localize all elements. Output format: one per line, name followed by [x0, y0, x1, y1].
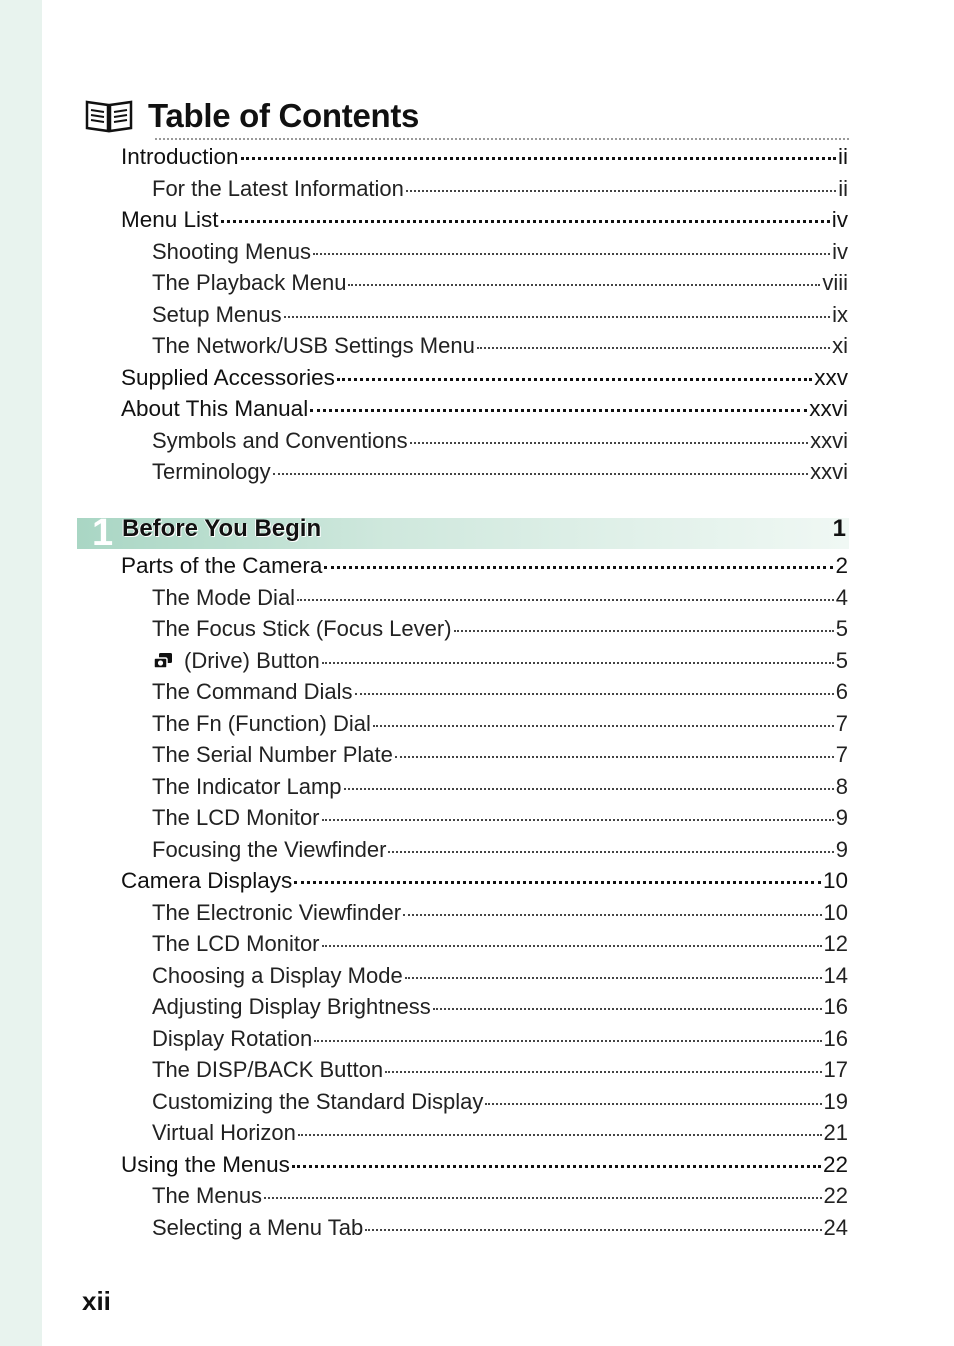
toc-subentry[interactable] — [152, 837, 848, 863]
toc-subentry[interactable] — [152, 931, 848, 957]
toc-entry-page: 8 — [835, 773, 848, 799]
toc-leader-dots — [314, 1040, 821, 1042]
toc-leader-dots — [373, 725, 834, 727]
toc-entry-page: 14 — [823, 962, 848, 988]
toc-subentry[interactable] — [152, 239, 848, 265]
toc-leader-dots — [273, 473, 809, 475]
toc-entry-text: The Serial Number Plate — [152, 742, 393, 767]
toc-entry-page: xxvi — [809, 396, 848, 421]
toc-entry-page: viii — [822, 270, 848, 295]
toc-entry-text: For the Latest Information — [152, 175, 404, 201]
toc-entry-text: The LCD Monitor — [152, 805, 320, 830]
toc-entry-page: xi — [832, 333, 848, 358]
toc-entry-text: Camera Displays — [121, 868, 293, 893]
toc-entry-page: 2 — [835, 553, 848, 578]
toc-leader-dots — [264, 1197, 821, 1199]
toc-subentry[interactable] — [152, 774, 848, 800]
toc-leader-dots — [485, 1103, 821, 1105]
toc-leader-dots — [241, 157, 836, 160]
toc-subentry[interactable] — [152, 805, 848, 831]
toc-entry-text: Focusing the Viewfinder — [152, 836, 387, 862]
toc-subentry[interactable] — [152, 1057, 848, 1083]
toc-entry-text: The Mode Dial — [152, 584, 296, 610]
toc-entry-text: Selecting a Menu Tab — [152, 1214, 364, 1240]
toc-entry-text: The LCD Monitor — [152, 931, 320, 956]
toc-entry-page: 21 — [823, 1120, 848, 1145]
toc-subentry[interactable] — [152, 333, 848, 359]
toc-leader-dots — [388, 851, 833, 853]
chapter-page: 1 — [832, 515, 846, 542]
toc-entry-page: 22 — [822, 1151, 848, 1177]
toc-entry-page: ii — [838, 175, 848, 201]
toc-leader-dots — [310, 409, 807, 412]
toc-entry-page: iv — [832, 238, 848, 264]
toc-leader-dots — [344, 788, 834, 790]
toc-entry-page: 24 — [823, 1214, 848, 1240]
toc-entry[interactable] — [121, 868, 848, 894]
toc-entry-page: 7 — [835, 742, 848, 767]
toc-entry-label — [121, 868, 292, 894]
chapter-number: 1 — [92, 512, 114, 554]
toc-leader-dots — [284, 316, 830, 318]
toc-entry-label — [152, 1183, 262, 1209]
toc-subentry[interactable] — [152, 585, 848, 611]
toc-leader-dots — [298, 1134, 822, 1136]
toc-entry-page: 9 — [835, 836, 848, 862]
toc-entry-label — [152, 239, 311, 265]
toc-entry-page: xxvi — [810, 427, 848, 453]
toc-entry-label — [152, 302, 282, 328]
title-divider — [155, 138, 849, 140]
toc-entry-label — [152, 1026, 312, 1052]
toc-entry-text: Choosing a Display Mode — [152, 962, 403, 988]
toc-entry-label — [152, 711, 371, 737]
toc-entry-label — [152, 837, 386, 863]
toc-entry[interactable] — [121, 396, 848, 422]
toc-entry-label — [152, 1120, 296, 1146]
toc-entry-text: Display Rotation — [152, 1025, 313, 1051]
toc-entry-text: Shooting Menus — [152, 238, 311, 264]
toc-subentry[interactable] — [152, 1026, 848, 1052]
toc-entry-label — [152, 679, 353, 705]
toc-entry-label — [121, 207, 219, 233]
toc-entry-text: Setup Menus — [152, 301, 282, 327]
toc-leader-dots — [403, 914, 821, 916]
toc-entry-label — [152, 176, 404, 202]
toc-entry-page: 10 — [822, 868, 848, 893]
toc-entry-page: 19 — [823, 1088, 848, 1114]
toc-leader-dots — [322, 819, 834, 821]
toc-subentry[interactable] — [152, 1120, 848, 1146]
toc-entry-label — [152, 963, 403, 989]
toc-subentry[interactable] — [152, 679, 848, 705]
toc-entry-text: Introduction — [121, 144, 239, 169]
toc-leader-dots — [385, 1071, 821, 1073]
toc-entry-text: The Focus Stick (Focus Lever) — [152, 616, 452, 641]
toc-leader-dots — [313, 253, 830, 255]
toc-leader-dots — [477, 347, 830, 349]
toc-entry-page: 7 — [835, 710, 848, 736]
toc-entry-label — [152, 616, 452, 642]
toc-entry-label — [152, 333, 475, 359]
toc-leader-dots — [337, 378, 812, 381]
toc-entry-text: Supplied Accessories — [121, 364, 335, 390]
toc-entry-label — [152, 1215, 363, 1241]
toc-subentry[interactable] — [152, 302, 848, 328]
toc-entry-label — [152, 900, 401, 926]
toc-entry-label — [121, 1152, 290, 1178]
toc-entry-label — [152, 1089, 483, 1115]
toc-subentry[interactable] — [152, 648, 848, 674]
toc-entry-page: 4 — [835, 584, 848, 610]
toc-leader-dots — [348, 284, 820, 286]
toc-entry-page: 16 — [823, 1025, 848, 1051]
toc-entry-page: xxv — [814, 364, 848, 390]
toc-entry-page: 16 — [823, 994, 848, 1019]
page-number: xii — [82, 1286, 111, 1316]
toc-entry[interactable] — [121, 1152, 848, 1178]
toc-leader-dots — [365, 1229, 821, 1231]
chapter-title[interactable]: Before You Begin — [122, 515, 322, 542]
toc-entry-text: The Electronic Viewfinder — [152, 899, 402, 925]
toc-leader-dots — [294, 881, 821, 884]
toc-leader-dots — [324, 566, 833, 569]
toc-entry-text: Symbols and Conventions — [152, 427, 408, 453]
toc-entry-page: iv — [831, 207, 848, 232]
toc-leader-dots — [454, 630, 834, 632]
toc-entry-label — [121, 553, 322, 579]
toc-entry-page: ix — [832, 301, 848, 327]
toc-entry-page: 6 — [835, 679, 848, 704]
toc-entry-page: 5 — [835, 647, 848, 673]
toc-entry-label — [121, 396, 308, 422]
toc-entry-label — [152, 585, 295, 611]
toc-entry-label — [152, 648, 320, 674]
toc-entry-label — [152, 774, 342, 800]
page-title: Table of Contents — [148, 97, 420, 134]
toc-entry-text: Customizing the Standard Display — [152, 1088, 484, 1114]
toc-entry[interactable] — [121, 553, 848, 579]
toc-subentry[interactable] — [152, 900, 848, 926]
toc-subentry[interactable] — [152, 459, 848, 485]
toc-entry-label — [152, 742, 393, 768]
toc-subentry[interactable] — [152, 1183, 848, 1209]
toc-subentry[interactable] — [152, 176, 848, 202]
toc-leader-dots — [395, 756, 834, 758]
side-strip — [0, 0, 42, 1346]
toc-leader-dots — [406, 190, 836, 192]
toc-entry-text: Using the Menus — [121, 1151, 290, 1177]
toc-entry-text: The Indicator Lamp — [152, 773, 342, 799]
toc-leader-dots — [322, 945, 822, 947]
toc-subentry[interactable] — [152, 994, 848, 1020]
toc-subentry[interactable] — [152, 963, 848, 989]
toc-entry-page: 17 — [823, 1057, 848, 1082]
toc-subentry[interactable] — [152, 742, 848, 768]
toc-leader-dots — [355, 693, 834, 695]
title-row — [84, 96, 419, 136]
toc-entry-page: 5 — [835, 616, 848, 641]
toc-entry-page: 10 — [823, 899, 848, 925]
toc-entry-label — [152, 805, 320, 831]
book-icon — [84, 98, 134, 134]
toc-entry-text: Parts of the Camera — [121, 553, 323, 578]
toc-entry-label — [152, 994, 431, 1020]
toc-entry-label — [121, 365, 335, 391]
toc-entry-text: The Command Dials — [152, 679, 353, 704]
toc-leader-dots — [410, 442, 809, 444]
toc-leader-dots — [322, 662, 834, 664]
drive-icon — [152, 652, 174, 670]
toc-entry-text: Adjusting Display Brightness — [152, 994, 431, 1019]
toc-entry-text: The DISP/BACK Button — [152, 1057, 384, 1082]
toc-entry-text: Menu List — [121, 207, 219, 232]
toc-entry-text: Virtual Horizon — [152, 1120, 296, 1145]
toc-entry[interactable] — [121, 365, 848, 391]
toc-subentry[interactable] — [152, 428, 848, 454]
toc-entry[interactable] — [121, 207, 848, 233]
toc-entry-page: ii — [838, 144, 848, 169]
toc-leader-dots — [221, 220, 830, 223]
toc-entry-text: The Fn (Function) Dial — [152, 710, 371, 736]
toc-entry-label — [152, 459, 271, 485]
toc-subentry[interactable] — [152, 616, 848, 642]
toc-entry-text: About This Manual — [121, 396, 309, 421]
toc-entry-page: xxvi — [810, 459, 848, 484]
toc-entry-text: Terminology — [152, 459, 271, 484]
toc-entry-page: 9 — [835, 805, 848, 830]
toc-entry-text: The Network/USB Settings Menu — [152, 333, 475, 358]
toc-subentry[interactable] — [152, 711, 848, 737]
toc-entry-label — [152, 428, 408, 454]
toc-subentry[interactable] — [152, 270, 848, 296]
toc-leader-dots — [297, 599, 834, 601]
toc-entry[interactable] — [121, 144, 848, 170]
toc-leader-dots — [405, 977, 822, 979]
toc-entry-page: 22 — [823, 1183, 848, 1208]
toc-entry-label — [121, 144, 239, 170]
toc-entry-label — [152, 270, 346, 296]
toc-entry-label — [152, 1057, 383, 1083]
toc-subentry[interactable] — [152, 1215, 848, 1241]
toc-entry-text: The Playback Menu — [152, 270, 347, 295]
toc-entry-page: 12 — [823, 931, 848, 956]
toc-subentry[interactable] — [152, 1089, 848, 1115]
toc-leader-dots — [433, 1008, 822, 1010]
toc-entry-text: (Drive) Button — [184, 647, 320, 673]
toc-entry-label — [152, 931, 320, 957]
toc-leader-dots — [292, 1165, 821, 1168]
toc-entry-text: The Menus — [152, 1183, 263, 1208]
